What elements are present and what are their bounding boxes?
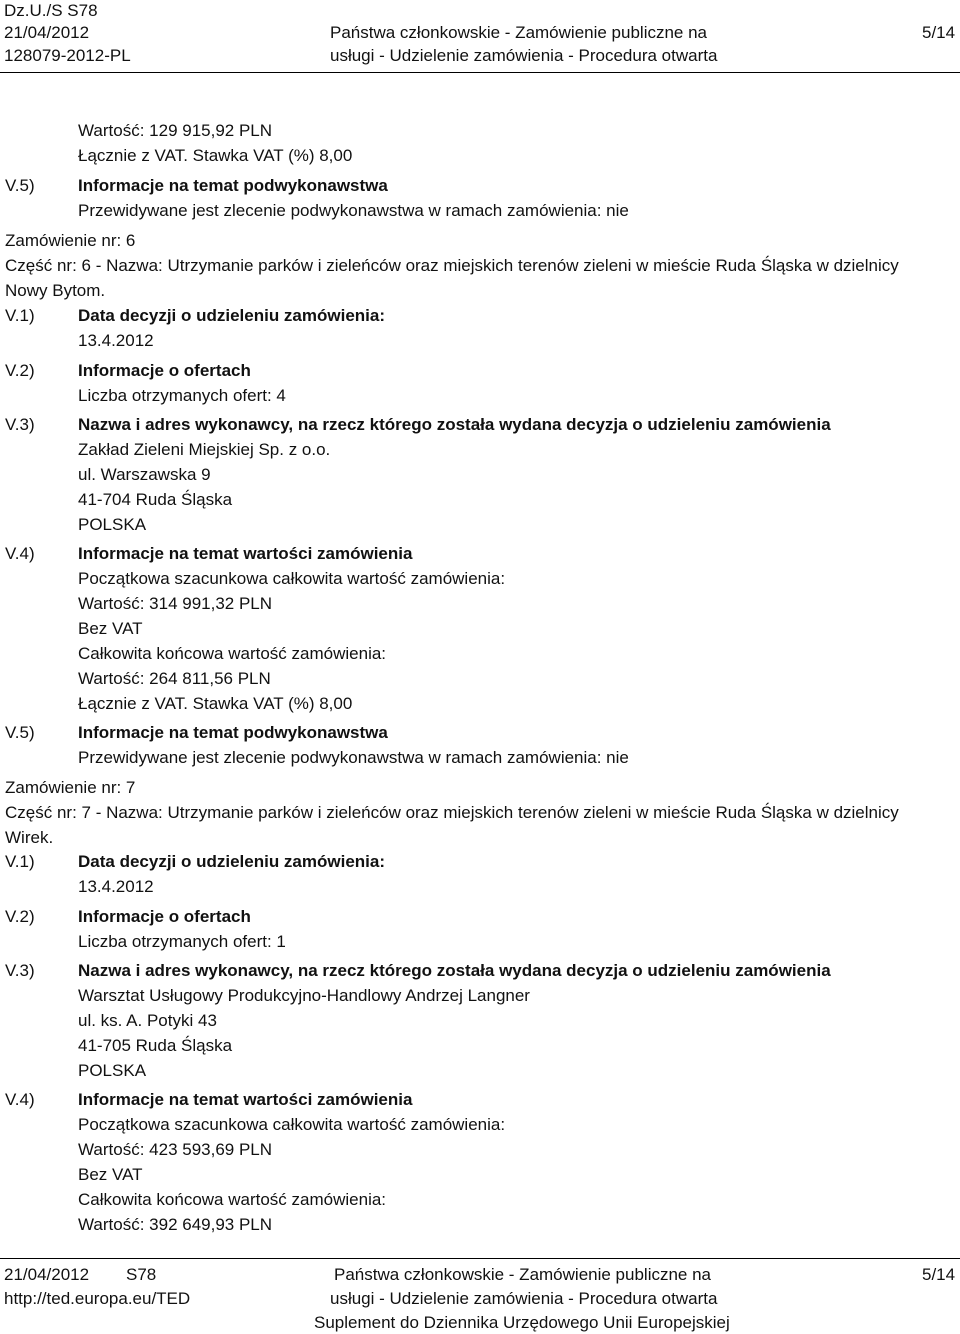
order6-contractor-name: Zakład Zieleni Miejskiej Sp. z o.o.	[78, 440, 331, 459]
order6-v2-label: V.2)	[5, 361, 35, 380]
order6-v5-text: Przewidywane jest zlecenie podwykonawstwa w ramach zamówienia: nie	[78, 748, 629, 767]
prev-v5-title: Informacje na temat podwykonawstwa	[78, 176, 388, 195]
order7-v4-label: V.4)	[5, 1090, 35, 1109]
order7-v2-title: Informacje o ofertach	[78, 907, 251, 926]
order6-initial-value: Wartość: 314 991,32 PLN	[78, 594, 273, 613]
order6-v2-text: Liczba otrzymanych ofert: 4	[78, 386, 286, 405]
order6-final-value: Wartość: 264 811,56 PLN	[78, 669, 271, 688]
prev-v5-text: Przewidywane jest zlecenie podwykonawstwa w ramach zamówienia: nie	[78, 201, 629, 220]
order6-final-label: Całkowita końcowa wartość zamówienia:	[78, 644, 387, 663]
order6-v2-title: Informacje o ofertach	[78, 361, 251, 380]
order7-v1-title: Data decyzji o udzieleniu zamówienia:	[78, 852, 386, 871]
order6-v4-label: V.4)	[5, 544, 35, 563]
order6-initial-label: Początkowa szacunkowa całkowita wartość zamówienia:	[78, 569, 506, 588]
footer-supplement: Suplement do Dziennika Urzędowego Unii Europejskiej	[314, 1313, 730, 1332]
order6-v1-label: V.1)	[5, 306, 35, 325]
order6-initial-vat: Bez VAT	[78, 619, 143, 638]
order7-v2-text: Liczba otrzymanych ofert: 1	[78, 932, 286, 951]
order7-contractor-city: 41-705 Ruda Śląska	[78, 1036, 233, 1055]
order7-final-value: Wartość: 392 649,93 PLN	[78, 1215, 273, 1234]
order7-contractor-name: Warsztat Usługowy Produkcyjno-Handlowy Andrzej Langner	[78, 986, 530, 1005]
notice-number: 128079-2012-PL	[4, 46, 131, 65]
order6-v1-title: Data decyzji o udzieleniu zamówienia:	[78, 306, 386, 325]
order7-v3-label: V.3)	[5, 961, 35, 980]
header-date: 21/04/2012	[4, 23, 90, 42]
footer-date: 21/04/2012	[4, 1265, 90, 1284]
prev-final-vat: Łącznie z VAT. Stawka VAT (%) 8,00	[78, 146, 353, 165]
order6-title: Zamówienie nr: 6	[5, 231, 136, 250]
footer-code: S78	[126, 1265, 157, 1284]
order6-v1-date: 13.4.2012	[78, 331, 154, 350]
footer-page-number: 5/14	[922, 1265, 956, 1284]
order6-part-line2: Nowy Bytom.	[5, 281, 106, 300]
order6-contractor-city: 41-704 Ruda Śląska	[78, 490, 233, 509]
order6-final-vat: Łącznie z VAT. Stawka VAT (%) 8,00	[78, 694, 353, 713]
order6-v5-title: Informacje na temat podwykonawstwa	[78, 723, 388, 742]
footer-url[interactable]: http://ted.europa.eu/TED	[4, 1289, 191, 1308]
order7-v4-title: Informacje na temat wartości zamówienia	[78, 1090, 413, 1109]
order6-v4-title: Informacje na temat wartości zamówienia	[78, 544, 413, 563]
order7-v1-date: 13.4.2012	[78, 877, 154, 896]
order6-v3-label: V.3)	[5, 415, 35, 434]
order6-v5-label: V.5)	[5, 723, 35, 742]
footer-title-line1: Państwa członkowskie - Zamówienie publiczne na	[334, 1265, 712, 1284]
order7-contractor-street: ul. ks. A. Potyki 43	[78, 1011, 217, 1030]
order6-contractor-country: POLSKA	[78, 515, 147, 534]
order6-contractor-street: ul. Warszawska 9	[78, 465, 211, 484]
header-title-line2: usługi - Udzielenie zamówienia - Procedura otwarta	[330, 46, 718, 65]
order7-part-line2: Wirek.	[5, 828, 54, 847]
order6-part-line1: Część nr: 6 - Nazwa: Utrzymanie parków i zieleńców oraz miejskich terenów zieleni w mieście Ruda Śląska w dzielnicy	[5, 256, 899, 275]
footer-rule	[0, 1258, 960, 1259]
order7-title: Zamówienie nr: 7	[5, 778, 136, 797]
prev-final-value: Wartość: 129 915,92 PLN	[78, 121, 273, 140]
order7-v2-label: V.2)	[5, 907, 35, 926]
header-rule	[0, 72, 960, 73]
footer-title-line2: usługi - Udzielenie zamówienia - Procedura otwarta	[330, 1289, 718, 1308]
order7-part-line1: Część nr: 7 - Nazwa: Utrzymanie parków i zieleńców oraz miejskich terenów zieleni w mieście Ruda Śląska w dzielnicy	[5, 803, 899, 822]
order7-v3-title: Nazwa i adres wykonawcy, na rzecz którego została wydana decyzja o udzieleniu zamówienia	[78, 961, 831, 980]
header-title-line1: Państwa członkowskie - Zamówienie publiczne na	[330, 23, 708, 42]
header-page-number: 5/14	[922, 23, 956, 42]
order7-initial-vat: Bez VAT	[78, 1165, 143, 1184]
order6-v3-title: Nazwa i adres wykonawcy, na rzecz którego została wydana decyzja o udzieleniu zamówienia	[78, 415, 831, 434]
order7-contractor-country: POLSKA	[78, 1061, 147, 1080]
order7-initial-label: Początkowa szacunkowa całkowita wartość zamówienia:	[78, 1115, 506, 1134]
order7-initial-value: Wartość: 423 593,69 PLN	[78, 1140, 273, 1159]
prev-v5-label: V.5)	[5, 176, 35, 195]
order7-final-label: Całkowita końcowa wartość zamówienia:	[78, 1190, 387, 1209]
order7-v1-label: V.1)	[5, 852, 35, 871]
journal-ref: Dz.U./S S78	[4, 1, 98, 20]
